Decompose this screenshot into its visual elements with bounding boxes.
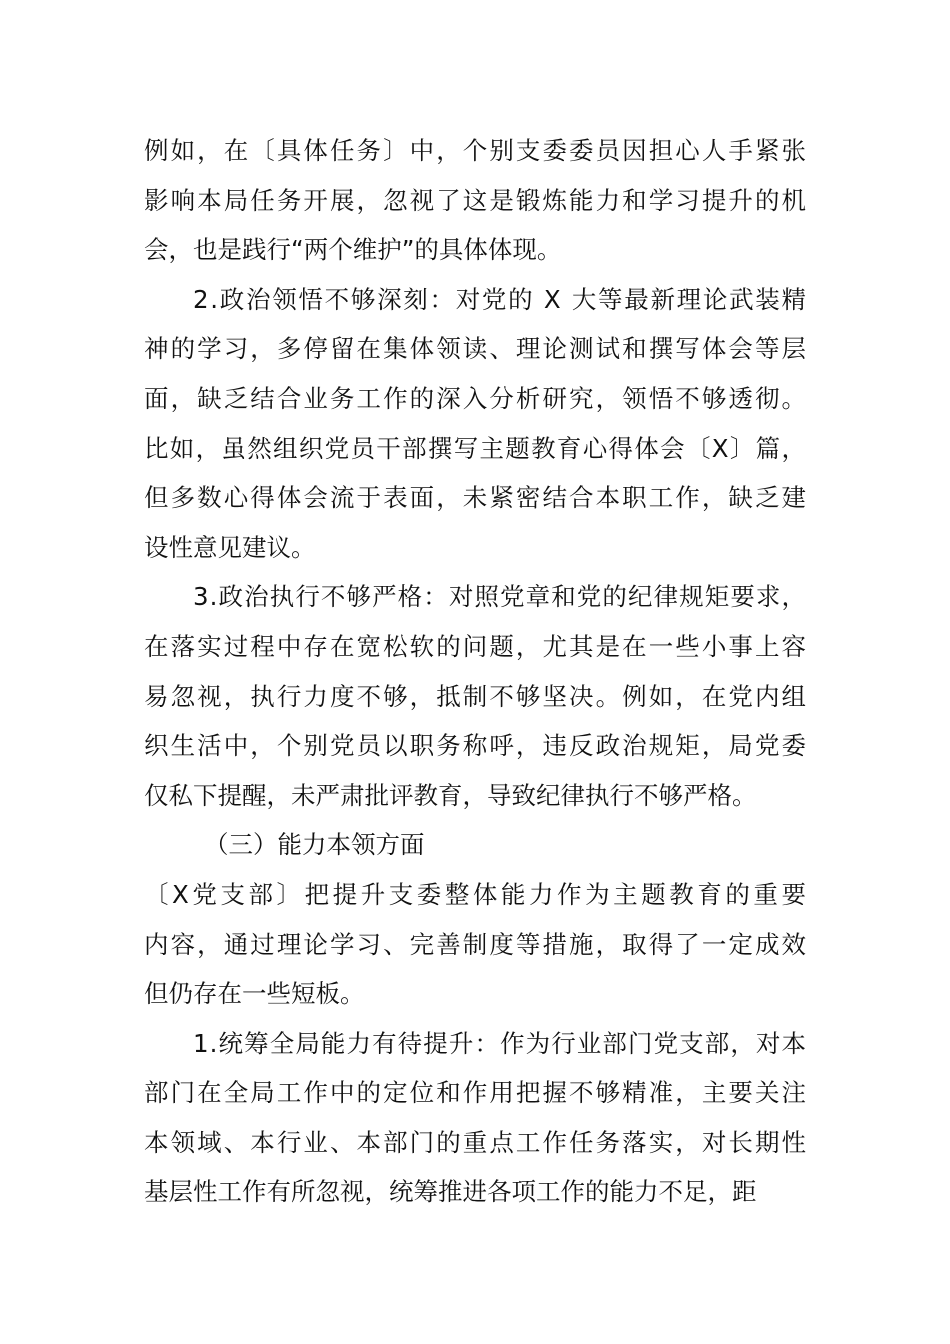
text-line: 3.政治执行不够严格：对照党章和党的纪律规矩要求， [193, 582, 808, 612]
text-line: 设性意见建议。 [144, 532, 316, 562]
text-line: 比如，虽然组织党员干部撰写主题教育心得体会〔X〕篇， [144, 433, 808, 463]
text-line: 例如，在〔具体任务〕中，个别支委委员因担心人手紧张 [144, 136, 809, 165]
document-body [144, 126, 810, 1217]
text-line: 1.统筹全局能力有待提升：作为行业部门党支部，对本 [193, 1028, 808, 1058]
text-line: 影响本局任务开展，忽视了这是锻炼能力和学习提升的机 [144, 185, 809, 215]
paragraph-political-execution [144, 572, 809, 820]
paragraph-example-task [144, 126, 809, 275]
text-line: 面，缺乏结合业务工作的深入分析研究，领悟不够透彻。 [144, 383, 809, 413]
section-heading-text: （三）能力本领方面 [204, 830, 425, 860]
text-line: 2.政治领悟不够深刻：对党的 X 大等最新理论武装精 [193, 284, 808, 314]
text-line: 织生活中，个别党员以职务称呼，违反政治规矩，局党委 [144, 731, 809, 761]
paragraph-overall-coordination [144, 1019, 809, 1217]
text-line: 仅私下提醒，未严肃批评教育，导致纪律执行不够严格。 [144, 780, 757, 810]
text-line: 但仍存在一些短板。 [144, 979, 365, 1009]
text-line: 但多数心得体会流于表面，未紧密结合本职工作，缺乏建 [144, 483, 809, 513]
paragraph-political-understanding [144, 275, 809, 573]
text-line: 〔X党支部〕把提升支委整体能力作为主题教育的重要 [144, 879, 810, 909]
text-line: 本领域、本行业、本部门的重点工作任务落实，对长期性 [144, 1127, 809, 1157]
section-heading-ability [144, 820, 806, 870]
text-line: 神的学习，多停留在集体领读、理论测试和撰写体会等层 [144, 334, 809, 364]
text-line: 在落实过程中存在宽松软的问题，尤其是在一些小事上容 [144, 631, 809, 661]
text-line: 会，也是践行“两个维护”的具体体现。 [144, 235, 562, 265]
text-line: 基层性工作有所忽视，统筹推进各项工作的能力不足，距 [144, 1177, 757, 1207]
text-line: 部门在全局工作中的定位和作用把握不够精准，主要关注 [144, 1078, 809, 1108]
text-line: 内容，通过理论学习、完善制度等措施，取得了一定成效 [144, 929, 809, 959]
text-line: 易忽视，执行力度不够，抵制不够坚决。例如，在党内组 [144, 681, 809, 711]
paragraph-branch-ability-overview [144, 870, 810, 1019]
